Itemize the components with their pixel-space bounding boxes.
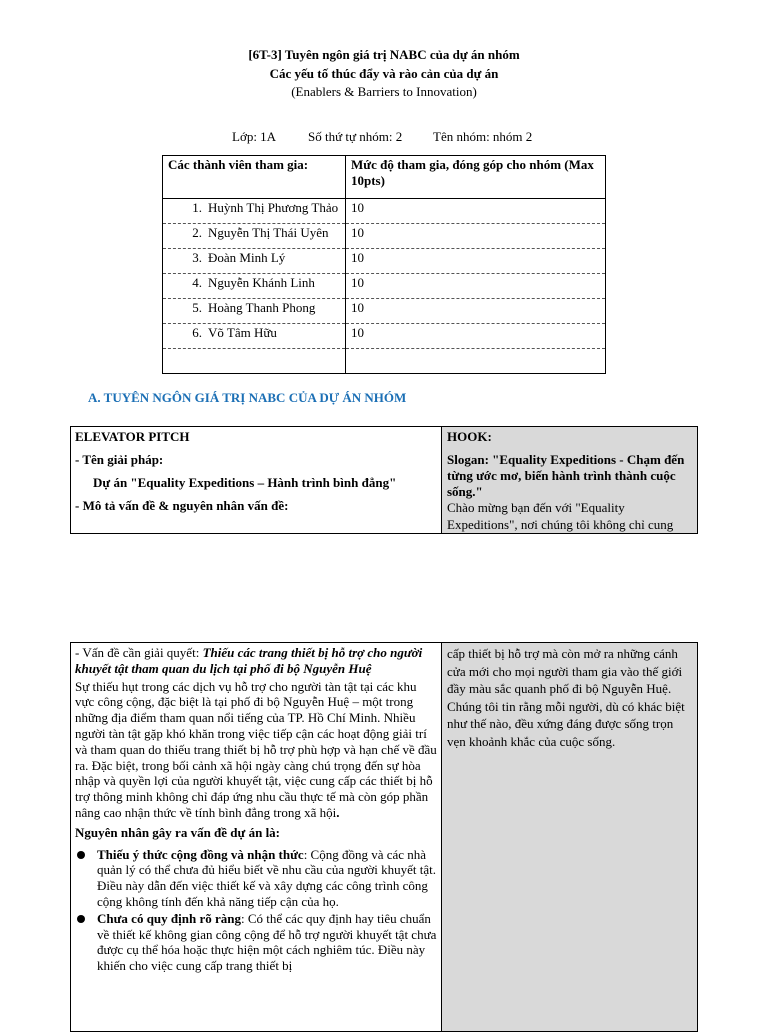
- row-number: 4.: [192, 275, 202, 290]
- list-item: [75, 911, 437, 974]
- section-heading: A. TUYÊN NGÔN GIÁ TRỊ NABC CỦA DỰ ÁN NHÓM: [88, 390, 407, 405]
- bullet-icon: [77, 915, 85, 923]
- hook-text-continued: cấp thiết bị hỗ trợ mà còn mở ra những cánh cửa mới cho mọi người tham gia vào thế giới đầy màu sắc quanh phố đi bộ Nguyễn Huệ. Chúng tôi tin rằng mỗi người, dù có khác biệt như thế nào, đều xứng đáng được sống trọn vẹn khoảnh khắc của cuộc sống.: [447, 646, 685, 749]
- member-score: 10: [346, 324, 606, 349]
- causes-title: Nguyên nhân gây ra vấn đề dự án là:: [75, 824, 281, 840]
- list-item: [75, 847, 437, 910]
- members-col-header: Các thành viên tham gia:: [163, 156, 346, 199]
- doc-subtitle: Các yếu tố thúc đẩy và rào cản của dự án: [269, 66, 499, 81]
- members-table: [162, 155, 606, 374]
- row-number: 5.: [192, 300, 202, 315]
- table-row: [163, 249, 606, 274]
- member-score: 10: [346, 224, 606, 249]
- hook-column: [441, 427, 697, 533]
- solution-label: - Tên giải pháp:: [75, 452, 164, 467]
- problem-desc-text: Sự thiếu hụt trong các dịch vụ hỗ trợ cho người tàn tật tại các khu vực công cộng, đặc biệt là tại phố đi bộ Nguyễn Huệ – một trong những địa điểm tham quan nổi tiếng của TP. Hồ Chí Minh. Nhiều người tàn tật gặp khó khăn trong việc tiếp cận các hoạt động giải trí và tham quan do thiếu trang thiết bị hỗ trợ phù hợp và hạn chế về đầu ra. Đặc biệt, trong bối cảnh xã hội ngày càng chú trọng đến sự hòa nhập và quyền lợi của người khuyết tật, việc cung cấp các thiết bị hỗ trợ thông minh không chỉ đáp ứng nhu cầu thực tế mà còn góp phần nâng cao nhận thức về tính bình đẳng trong xã hội: [75, 678, 437, 820]
- row-number: 2.: [192, 225, 202, 240]
- cause-text: : Cộng đồng và các nhà quản lý có thể chưa đủ hiểu biết về nhu cầu của người khuyết tật. Điều này dẫn đến việc thiết kế và xây dựng các công trình công cộng không tính đến khả năng tiếp cận của họ.: [97, 846, 437, 909]
- hook-text: Chào mừng bạn đến với "Equality Expeditions", nơi chúng tôi không chỉ cung: [447, 500, 674, 533]
- table-row: [163, 299, 606, 324]
- cause-head: Thiếu ý thức cộng đồng và nhận thức: [97, 846, 304, 862]
- row-number: 3.: [192, 250, 202, 265]
- member-score: 10: [346, 299, 606, 324]
- problem-description: [75, 679, 437, 821]
- group-name-label: Tên nhóm: nhóm 2: [433, 129, 533, 144]
- member-name: Huỳnh Thị Phương Thảo: [208, 200, 339, 215]
- member-score: 10: [346, 274, 606, 299]
- table-row: [163, 224, 606, 249]
- class-label: Lớp: 1A: [232, 129, 277, 144]
- doc-subtitle-en: (Enablers & Barriers to Innovation): [291, 84, 477, 99]
- member-score: 10: [346, 199, 606, 224]
- problem-emphasis: Thiếu các trang thiết bị hỗ trợ cho người khuyết tật tham quan du lịch tại phố đi bộ Nguyễn Huệ: [75, 645, 423, 676]
- solution-name: Dự án "Equality Expeditions – Hành trình bình đẳng": [93, 475, 397, 490]
- elevator-pitch-box: [70, 426, 698, 534]
- elevator-pitch-column: [71, 427, 441, 533]
- members-table-header: [163, 156, 606, 199]
- slogan: Slogan: "Equality Expeditions - Chạm đến từng ước mơ, biến hành trình thành cuộc sống.": [447, 452, 685, 499]
- member-name: Đoàn Minh Lý: [208, 250, 286, 265]
- member-name: Hoàng Thanh Phong: [208, 300, 316, 315]
- cause-head: Chưa có quy định rõ ràng: [97, 910, 241, 926]
- member-name: Võ Tâm Hữu: [208, 325, 277, 340]
- problem-desc-end: .: [336, 804, 340, 820]
- bullet-icon: [77, 851, 85, 859]
- row-number: 1.: [192, 200, 202, 215]
- row-number: 6.: [192, 325, 202, 340]
- hook-column-continued: [441, 643, 697, 1031]
- causes-list: [75, 847, 437, 974]
- table-row: [163, 274, 606, 299]
- doc-title: [6T-3] Tuyên ngôn giá trị NABC của dự án nhóm: [248, 47, 520, 62]
- table-row: [163, 324, 606, 349]
- group-number-label: Số thứ tự nhóm: 2: [308, 129, 403, 144]
- problem-label: - Mô tả vấn đề & nguyên nhân vấn đề:: [75, 498, 289, 513]
- elevator-pitch-title: ELEVATOR PITCH: [75, 429, 190, 444]
- problem-statement: [75, 645, 437, 677]
- table-row: [163, 199, 606, 224]
- member-score: 10: [346, 249, 606, 274]
- contribution-col-header: Mức độ tham gia, đóng góp cho nhóm (Max 10pts): [346, 156, 606, 199]
- problem-prefix: - Vấn đề cần giải quyết:: [75, 645, 203, 660]
- problem-detail-box: [70, 642, 698, 1032]
- cause-text: : Có thể các quy định hay tiêu chuẩn về thiết kế không gian công cộng để hỗ trợ người khuyết tật chưa được cụ thể hóa hoặc thực hiện một cách nghiêm túc. Điều này khiến cho việc cung cấp trang thiết bị: [97, 910, 437, 974]
- hook-title: HOOK:: [447, 429, 492, 444]
- member-name: Nguyễn Thị Thái Uyên: [208, 225, 329, 240]
- table-row-empty: [163, 349, 606, 374]
- member-name: Nguyễn Khánh Linh: [208, 275, 315, 290]
- problem-column: [71, 643, 441, 1031]
